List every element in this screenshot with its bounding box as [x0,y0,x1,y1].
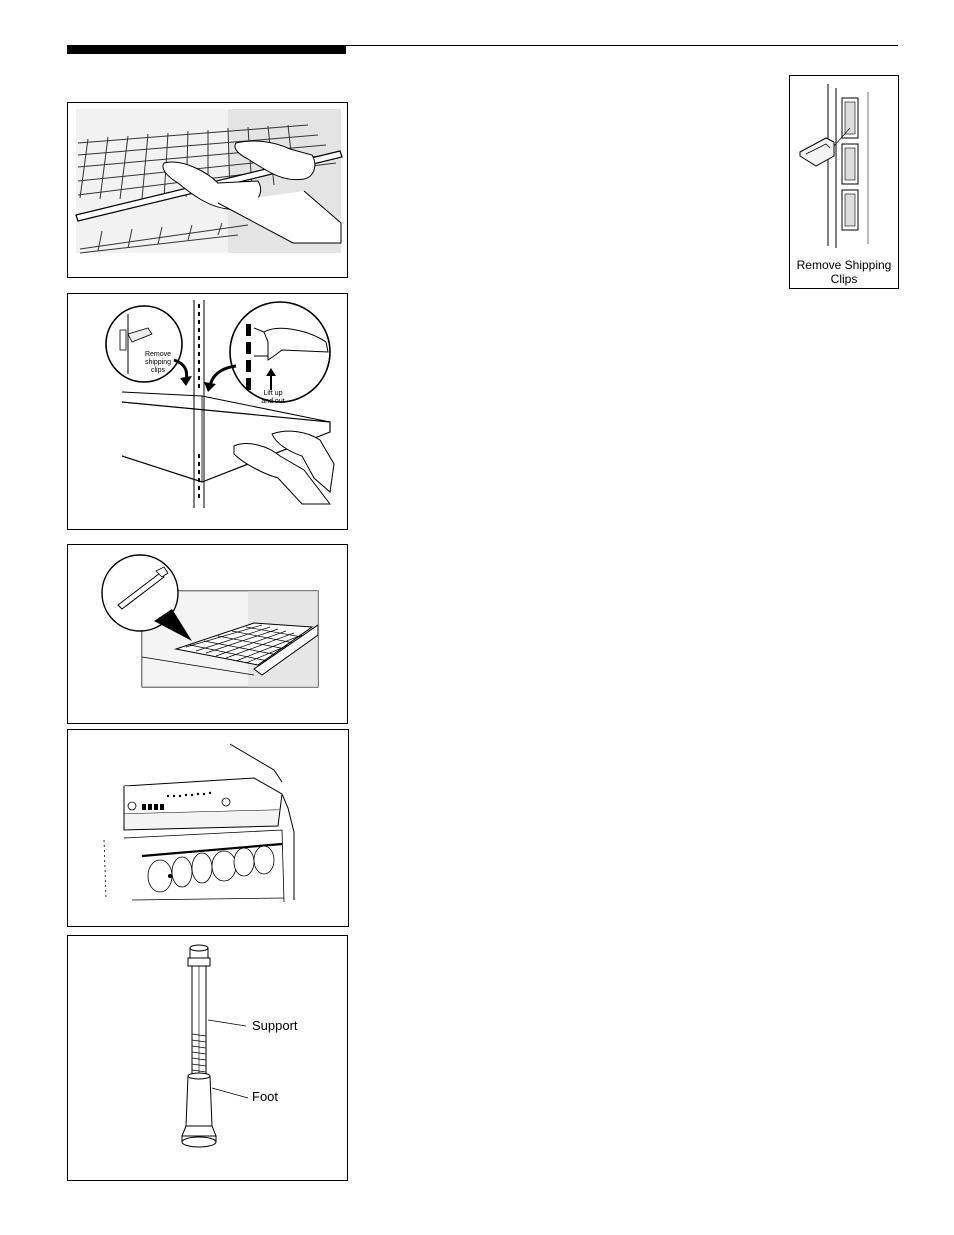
leveling-leg-figure [67,935,348,1181]
header-thin-rule [346,45,898,46]
callout-remove-shipping-clips: Remove shipping clips [144,351,172,374]
header-thick-rule [67,45,346,54]
shipping-clips-caption: Remove Shipping Clips [796,258,892,286]
shipping-clips-figure [789,75,899,289]
support-label: Support [252,1018,298,1033]
callout-lift-up-and-out: Lift up and out [261,390,285,405]
slide-out-shelf-drawing [68,545,348,724]
glass-shelf-figure [67,293,348,530]
shipping-clips-drawing [790,76,899,256]
foot-label: Foot [252,1089,279,1104]
control-panel-drawing [68,730,349,927]
wire-shelf-drawing [68,103,348,278]
wire-shelf-figure [67,102,348,278]
slide-out-shelf-figure [67,544,348,724]
glass-shelf-drawing [68,294,348,530]
leveling-leg-drawing [68,936,348,1181]
control-panel-figure [67,729,349,927]
